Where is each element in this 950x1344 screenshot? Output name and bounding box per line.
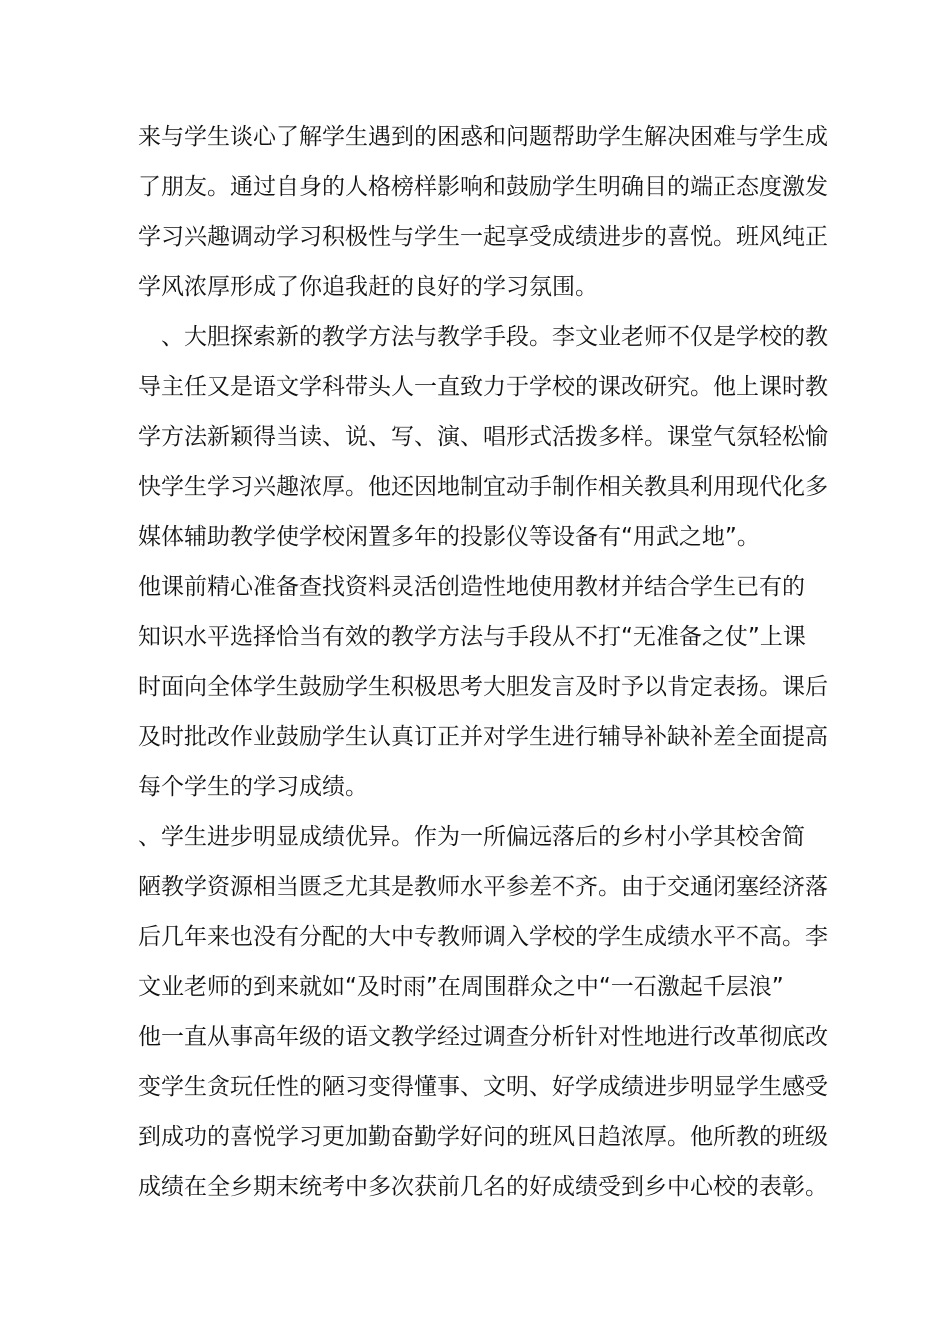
text-line: 成绩在全乡期末统考中多次获前几名的好成绩受到乡中心校的表彰。 (138, 1174, 828, 1200)
text-line: 陋教学资源相当匮乏尤其是教师水平参差不齐。由于交通闭塞经济落 (138, 874, 828, 900)
text-line: 来与学生谈心了解学生遇到的困惑和问题帮助学生解决困难与学生成 (138, 124, 828, 150)
text-line: 快学生学习兴趣浓厚。他还因地制宜动手制作相关教具利用现代化多 (138, 474, 828, 500)
text-line: 、学生进步明显成绩优异。作为一所偏远落后的乡村小学其校舍简 (138, 824, 805, 850)
text-line: 导主任又是语文学科带头人一直致力于学校的课改研究。他上课时教 (138, 374, 828, 400)
text-line: 学方法新颖得当读、说、写、演、唱形式活拨多样。课堂气氛轻松愉 (138, 424, 828, 450)
text-line: 了朋友。通过自身的人格榜样影响和鼓励学生明确目的端正态度激发 (138, 174, 828, 200)
text-line: 学习兴趣调动学习积极性与学生一起享受成绩进步的喜悦。班风纯正 (138, 224, 828, 250)
text-line: 他课前精心准备查找资料灵活创造性地使用教材并结合学生已有的 (138, 574, 805, 600)
text-line: 媒体辅助教学使学校闲置多年的投影仪等设备有“用武之地”。 (138, 524, 760, 550)
body-text (138, 112, 828, 1212)
text-line: 及时批改作业鼓励学生认真订正并对学生进行辅导补缺补差全面提高 (138, 724, 828, 750)
text-line: 文业老师的到来就如“及时雨”在周围群众之中“一石激起千层浪” (138, 974, 784, 1000)
text-line: 每个学生的学习成绩。 (138, 774, 368, 800)
text-line: 变学生贪玩任性的陋习变得懂事、文明、好学成绩进步明显学生感受 (138, 1074, 828, 1100)
text-line: 、大胆探索新的教学方法与教学手段。李文业老师不仅是学校的教 (138, 324, 828, 350)
text-line: 到成功的喜悦学习更加勤奋勤学好问的班风日趋浓厚。他所教的班级 (138, 1124, 828, 1150)
text-line: 他一直从事高年级的语文教学经过调查分析针对性地进行改革彻底改 (138, 1024, 828, 1050)
text-line: 知识水平选择恰当有效的教学方法与手段从不打“无准备之仗”上课 (138, 624, 806, 650)
text-line: 后几年来也没有分配的大中专教师调入学校的学生成绩水平不高。李 (138, 924, 828, 950)
text-line: 时面向全体学生鼓励学生积极思考大胆发言及时予以肯定表扬。课后 (138, 674, 828, 700)
text-line: 学风浓厚形成了你追我赶的良好的学习氛围。 (138, 274, 598, 300)
